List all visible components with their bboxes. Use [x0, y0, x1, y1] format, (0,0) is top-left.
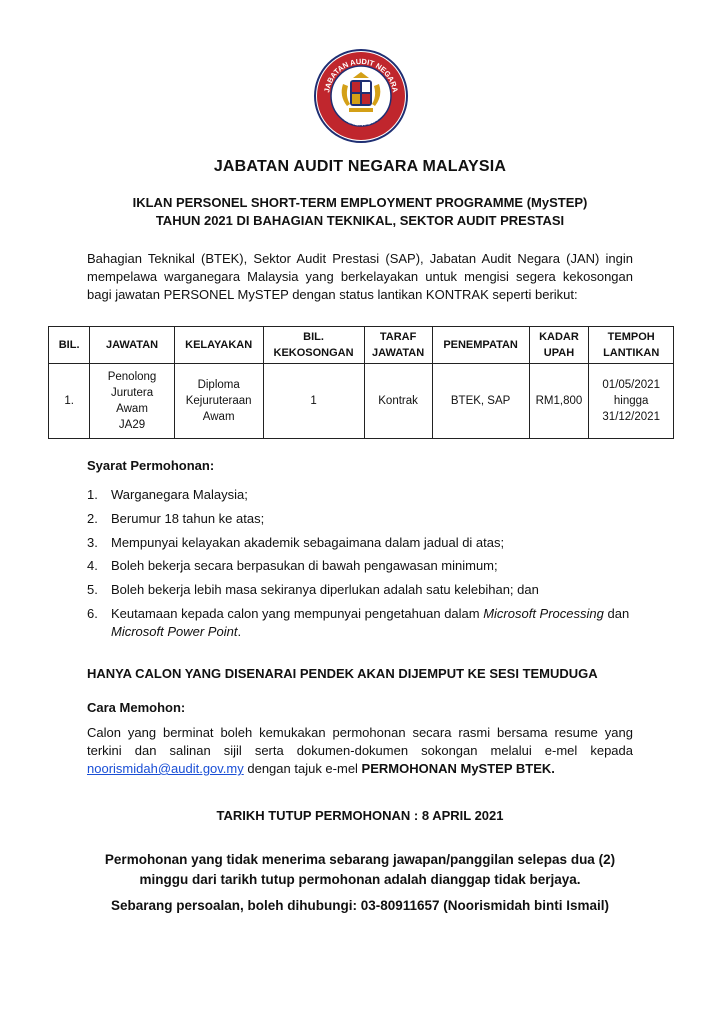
notice-line-1: Permohonan yang tidak menerima sebarang jawapan/panggilan selepas dua (2) [104, 852, 616, 867]
col-header-tempoh-l2: LANTIKAN [603, 347, 660, 359]
cell-kelayakan-l3: Awam [202, 411, 235, 423]
list-item-text-c: . [237, 623, 242, 639]
cell-jawatan-l4: JA29 [118, 419, 146, 431]
apply-title: Cara Memohon: [87, 700, 186, 715]
list-item-text: Berumur 18 tahun ke atas; [111, 510, 265, 526]
cell-kelayakan [174, 364, 263, 439]
list-item [87, 605, 647, 641]
col-header-tempoh [589, 327, 674, 364]
unsuccessful-notice [60, 850, 660, 890]
col-header-kekosongan-l2: KEKOSONGAN [273, 347, 354, 359]
col-header-tempoh-l1: TEMPOH [607, 331, 655, 343]
intro-paragraph: Bahagian Teknikal (BTEK), Sektor Audit Prestasi (SAP), Jabatan Audit Negara (JAN) ingin mempelawa warganegara Malaysia yang berkelayakan untuk mengisi segera kekosongan bagi jawatan PERSONEL MySTEP dengan status lantikan KONTRAK seperti berikut: [87, 251, 633, 302]
subtitle-line-2: TAHUN 2021 DI BAHAGIAN TEKNIKAL, SEKTOR AUDIT PRESTASI [155, 213, 565, 228]
col-header-kadar [529, 327, 589, 364]
table-row [49, 364, 674, 439]
list-item-number: 4. [87, 558, 98, 574]
audit-negara-seal-logo [313, 48, 409, 144]
list-item-text-b: dan [603, 605, 630, 621]
vacancy-table [48, 326, 674, 439]
cell-kelayakan-l1: Diploma [197, 379, 240, 391]
cell-kelayakan-l2: Kejuruteraan [185, 395, 252, 407]
list-item-emphasis-b: Microsoft Power Point [111, 623, 238, 639]
cell-tempoh-l2: hingga [613, 395, 649, 407]
list-item-number: 6. [87, 605, 98, 621]
cell-jawatan-l2: Jurutera [110, 387, 154, 399]
list-item-number: 3. [87, 534, 98, 550]
list-item [87, 557, 647, 581]
list-item-emphasis-a: Microsoft Processing [483, 605, 604, 621]
list-item-number: 1. [87, 487, 98, 502]
cell-kadar: RM1,800 [529, 364, 589, 439]
col-header-taraf-l2: JAWATAN [372, 347, 425, 359]
apply-text-b: dengan tajuk e-mel [243, 761, 362, 776]
requirements-title: Syarat Permohonan: [87, 458, 215, 473]
svg-text:JABATAN AUDIT NEGARA: JABATAN AUDIT NEGARA [322, 56, 400, 94]
list-item-text: Warganegara Malaysia; [111, 487, 248, 502]
svg-text:MALAYSIA: MALAYSIA [343, 115, 379, 128]
col-header-kekosongan-l1: BIL. [303, 331, 324, 343]
col-header-kadar-l1: KADAR [539, 331, 579, 343]
list-item [87, 510, 647, 534]
list-item-text: Boleh bekerja secara berpasukan di bawah pengawasan minimum; [111, 558, 498, 574]
cell-bil: 1. [49, 364, 90, 439]
cell-taraf: Kontrak [364, 364, 432, 439]
cell-jawatan-l3: Awam [116, 403, 148, 415]
apply-paragraph [87, 724, 633, 778]
col-header-penempatan: PENEMPATAN [432, 327, 529, 364]
cell-kekosongan: 1 [263, 364, 364, 439]
requirements-list [87, 486, 647, 641]
col-header-taraf-l1: TARAF [379, 331, 417, 343]
cell-tempoh [589, 364, 674, 439]
table-header-row [49, 327, 674, 364]
list-item-number: 2. [87, 510, 98, 526]
col-header-kelayakan: KELAYAKAN [174, 327, 263, 364]
list-item [87, 486, 647, 510]
email-subject: PERMOHONAN MySTEP BTEK. [361, 761, 555, 776]
cell-jawatan [90, 364, 175, 439]
cell-jawatan-l1: Penolong [107, 371, 157, 383]
contact-info: Sebarang persoalan, boleh dihubungi: 03-80911657 (Noorismidah binti Ismail) [110, 898, 610, 913]
cell-penempatan: BTEK, SAP [432, 364, 529, 439]
email-link[interactable]: noorismidah@audit.gov.my [87, 761, 244, 776]
col-header-jawatan: JAWATAN [90, 327, 175, 364]
list-item-number: 5. [87, 582, 98, 598]
list-item [87, 581, 647, 605]
list-item-text-a: Keutamaan kepada calon yang mempunyai pengetahuan dalam [111, 605, 484, 621]
cell-tempoh-l1: 01/05/2021 [602, 379, 660, 391]
cell-tempoh-l3: 31/12/2021 [602, 411, 660, 423]
list-item [87, 534, 647, 558]
col-header-taraf [364, 327, 432, 364]
list-item-text [111, 605, 647, 641]
closing-date: TARIKH TUTUP PERMOHONAN : 8 APRIL 2021 [216, 808, 504, 823]
notice-line-2: minggu dari tarikh tutup permohonan adalah dianggap tidak berjaya. [139, 872, 581, 887]
col-header-kadar-l2: UPAH [543, 347, 575, 359]
col-header-bil: BIL. [49, 327, 90, 364]
subtitle-line-1: IKLAN PERSONEL SHORT-TERM EMPLOYMENT PROGRAMME (MySTEP) [132, 195, 588, 210]
list-item-text: Mempunyai kelayakan akademik sebagaimana dalam jadual di atas; [111, 534, 505, 550]
col-header-kekosongan [263, 327, 364, 364]
shortlist-notice: HANYA CALON YANG DISENARAI PENDEK AKAN DIJEMPUT KE SESI TEMUDUGA [87, 666, 598, 681]
page-title: JABATAN AUDIT NEGARA MALAYSIA [213, 158, 507, 175]
apply-text-a: Calon yang berminat boleh kemukakan permohonan secara rasmi bersama resume yang terkini dan salinan sijil serta dokumen-dokumen sokongan melalui e-mel kepada [87, 725, 633, 758]
list-item-text: Boleh bekerja lebih masa sekiranya diperlukan adalah satu kelebihan; dan [111, 582, 539, 598]
